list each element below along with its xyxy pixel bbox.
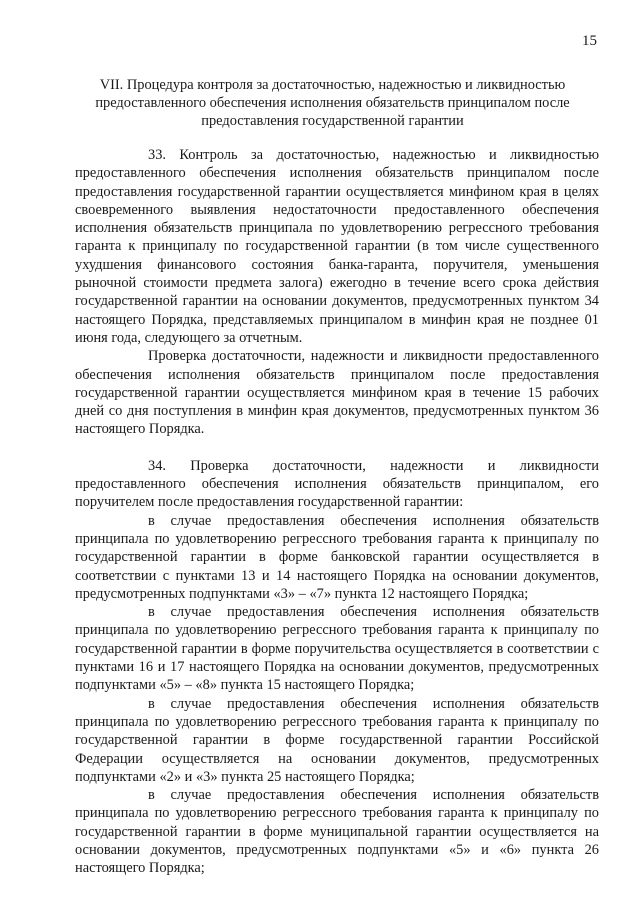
section-heading: VII. Процедура контроля за достаточностью, надежностью и ликвидностью предоставленного обеспечения исполнения обязательств принципалом после предоставления государственной гарантии (95, 77, 570, 129)
paragraph-34-surety: в случае предоставления обеспечения исполнения обязательств принципала по удовлетворению регрессного требования гаранта к принципалу по государственной гарантии в форме поручительства осуществляется в соответствии с пунктами 16 и 17 настоящего Порядка на основании документов, предусмотренных подпунктами «5» – «8» пункта 15 настоящего Порядка; (75, 604, 599, 694)
page-number: 15 (582, 33, 597, 49)
paragraph-33-check: Проверка достаточности, надежности и ликвидности предоставленного обеспечения исполнения обязательств принципалом после предоставления государственной гарантии осуществляется минфином края в течение 15 рабочих дней со дня поступления в минфин края документов, предусмотренных пунктом 36 настоящего Порядка. (75, 348, 599, 438)
paragraph-34-federal-guarantee: в случае предоставления обеспечения исполнения обязательств принципала по удовлетворению регрессного требования гаранта к принципалу по государственной гарантии в форме государственной гарантии Российской Федерации осуществляется на основании документов, предусмотренных подпунктами «2» и «3» пункта 25 настоящего Порядка; (75, 695, 599, 785)
paragraph-34-bank-guarantee: в случае предоставления обеспечения исполнения обязательств принципала по удовлетворению регрессного требования гаранта к принципалу по государственной гарантии в форме банковской гарантии осуществляется в соответствии с пунктами 13 и 14 настоящего Порядка на основании документов, предусмотренных подпунктами «3» – «7» пункта 12 настоящего Порядка; (75, 512, 599, 602)
document-body (75, 146, 599, 878)
paragraph-34: 34. Проверка достаточности, надежности и ликвидности предоставленного обеспечения исполнения обязательств принципалом, его поручителем после предоставления государственной гарантии: (75, 457, 599, 511)
paragraph-34-municipal-guarantee: в случае предоставления обеспечения исполнения обязательств принципала по удовлетворению регрессного требования гаранта к принципалу по государственной гарантии в форме муниципальной гарантии осуществляется на основании документов, предусмотренных подпунктами «5» и «6» пункта 26 настоящего Порядка; (75, 787, 599, 877)
paragraph-33: 33. Контроль за достаточностью, надежностью и ликвидностью предоставленного обеспечения исполнения обязательств принципалом после предоставления государственной гарантии осуществляется минфином края в целях своевременного выявления недостаточности предоставленного обеспечения исполнения обязательств принципала по удовлетворению регрессного требования гаранта к принципалу по государственной гарантии (в том числе существенного ухудшения финансового состояния банка-гаранта, поручителя, уменьшения рыночной стоимости предмета залога) ежегодно в течение всего срока действия государственной гарантии на основании документов, предусмотренных пунктом 34 настоящего Порядка, представляемых принципалом в минфин края не позднее 01 июня года, следующего за отчетным. (75, 147, 599, 346)
